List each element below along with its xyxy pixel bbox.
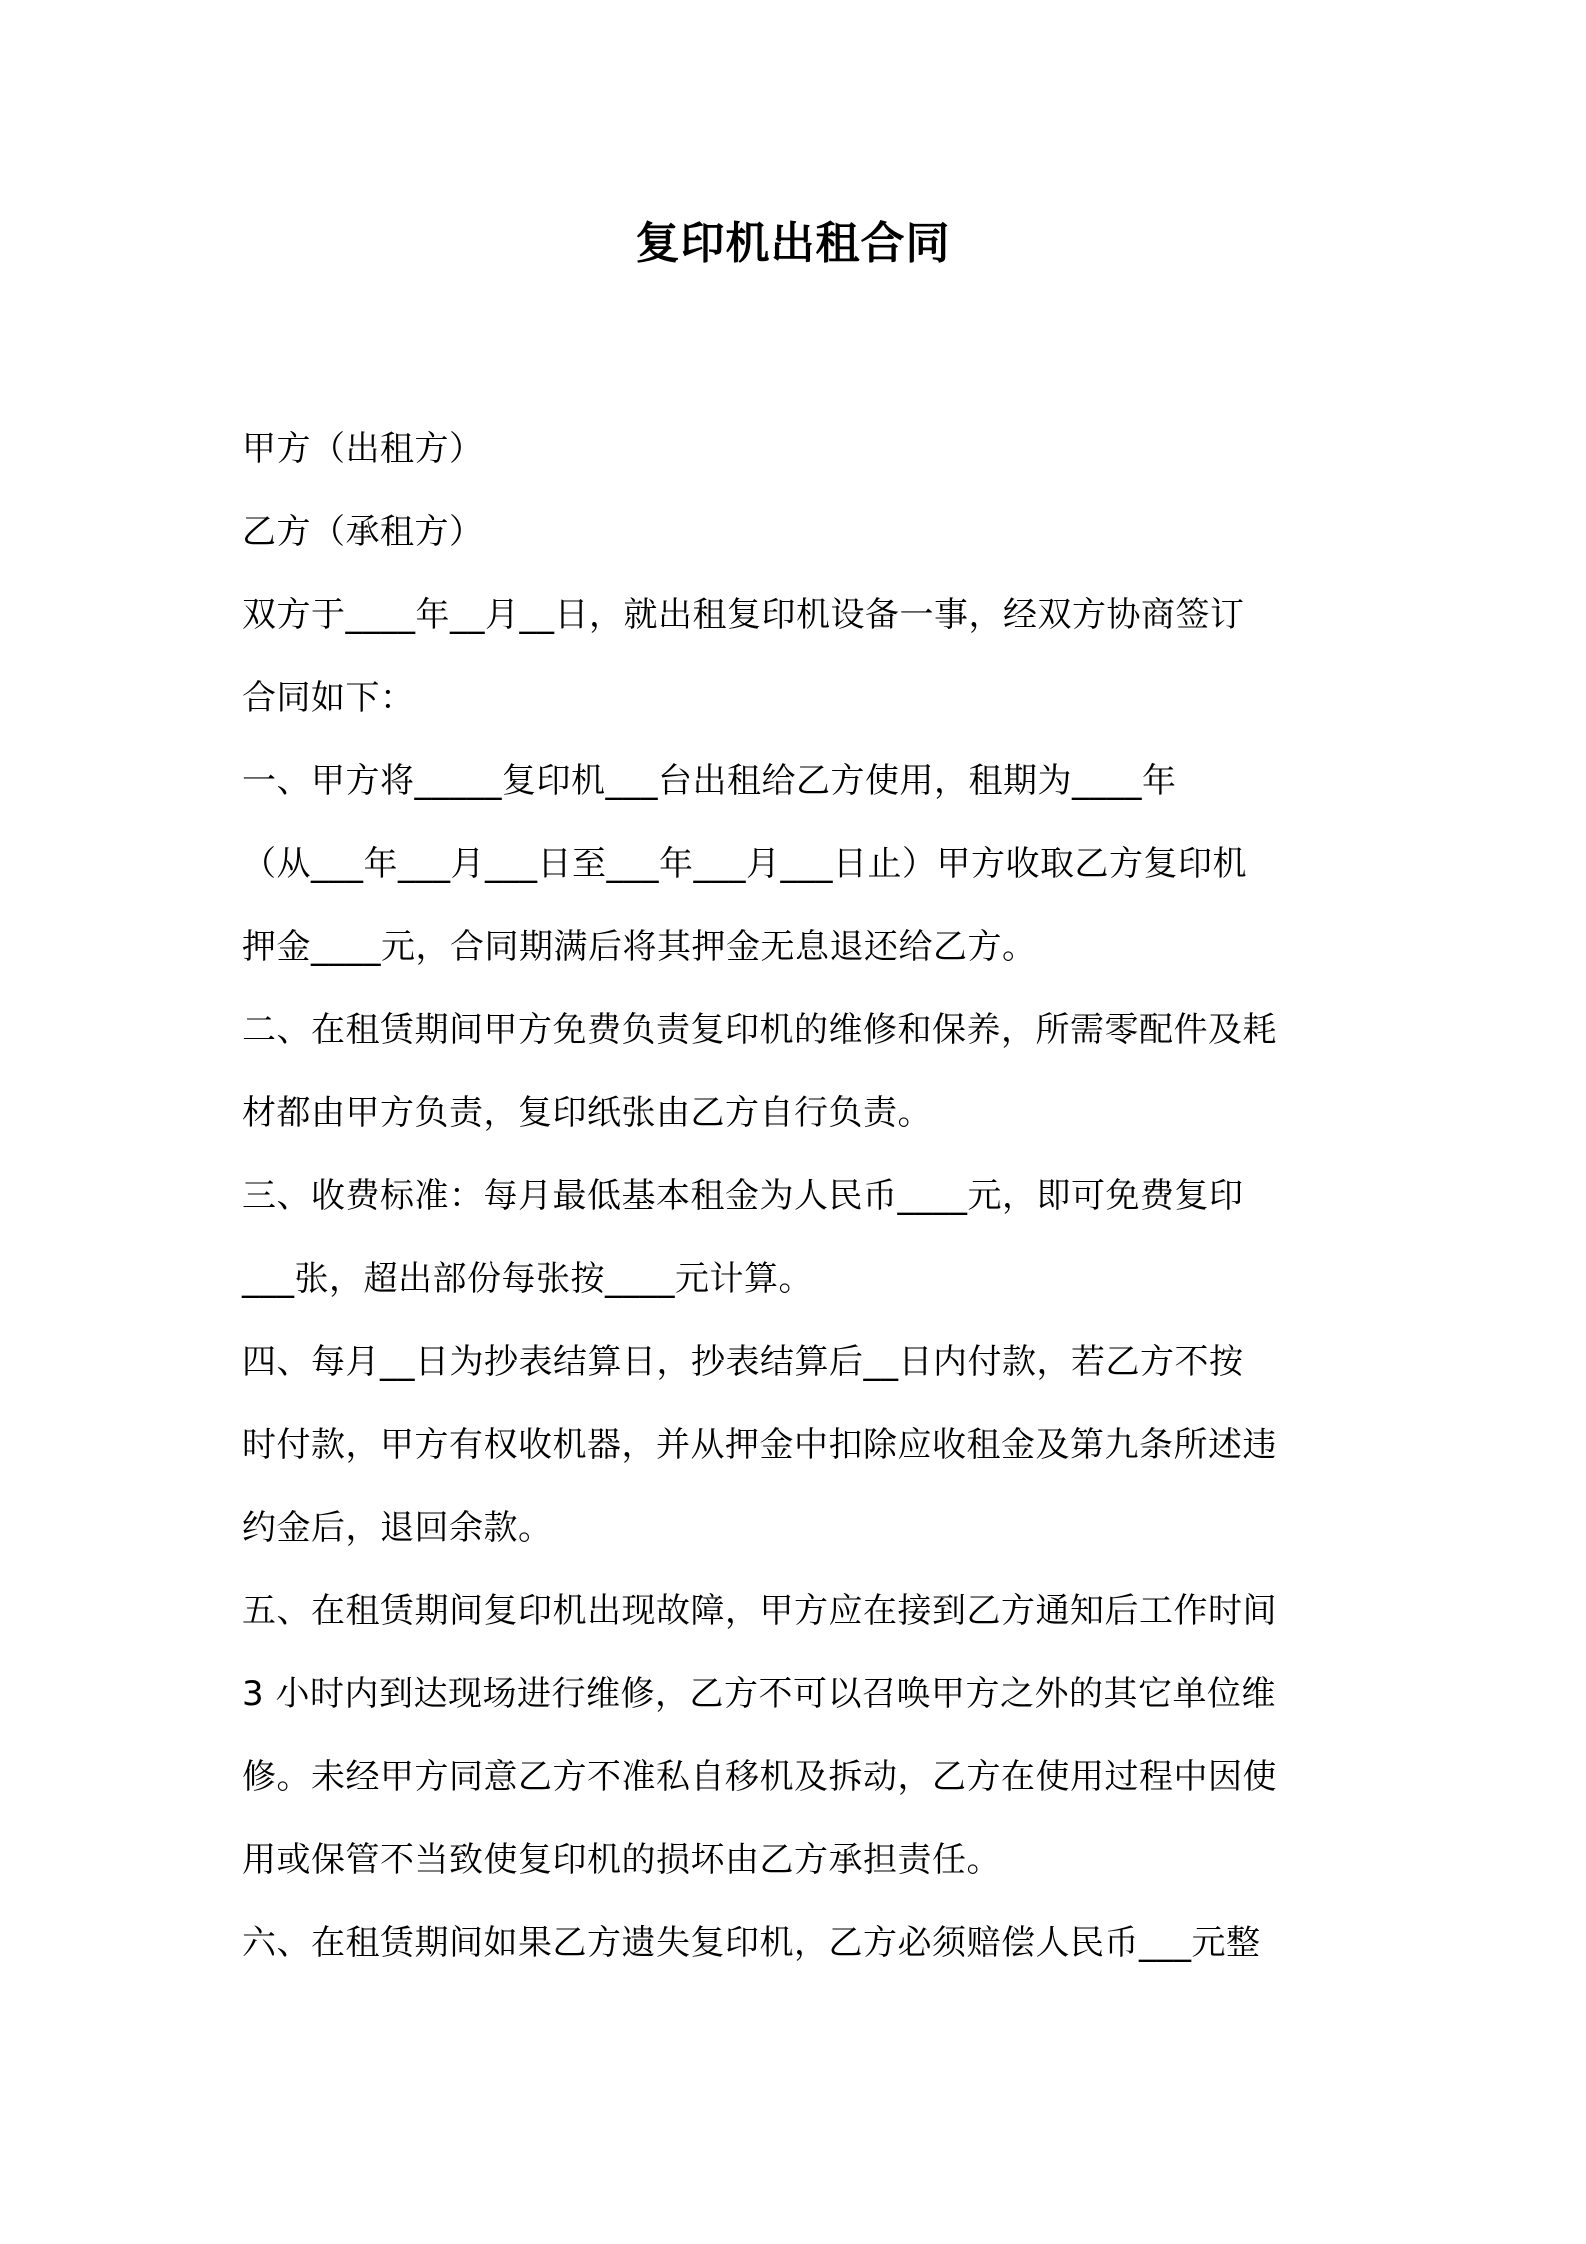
- clause-4-line-1: 四、每月__日为抄表结算日，抄表结算后__日内付款，若乙方不按: [242, 1342, 1244, 1382]
- clause-5-line-1: 五、在租赁期间复印机出现故障，甲方应在接到乙方通知后工作时间: [242, 1591, 1277, 1631]
- clause-2-line-2: 材都由甲方负责，复印纸张由乙方自行负责。: [242, 1093, 932, 1133]
- clause-5-line-2: 3 小时内到达现场进行维修，乙方不可以召唤甲方之外的其它单位维: [242, 1674, 1276, 1714]
- preamble-line-1: 双方于____年__月__日，就出租复印机设备一事，经双方协商签订: [242, 595, 1245, 635]
- clause-4-line-3: 约金后，退回余款。: [242, 1508, 553, 1548]
- clause-2-line-1: 二、在租赁期间甲方免费负责复印机的维修和保养，所需零配件及耗: [242, 1010, 1277, 1050]
- clause-6-line-1: 六、在租赁期间如果乙方遗失复印机，乙方必须赔偿人民币___元整: [242, 1923, 1261, 1963]
- document-title: 复印机出租合同: [635, 218, 951, 269]
- clause-3-line-2: ___张，超出部份每张按____元计算。: [242, 1259, 813, 1299]
- contract-body: [242, 408, 1362, 1985]
- clause-4-line-2: 时付款，甲方有权收机器，并从押金中扣除应收租金及第九条所述违: [242, 1425, 1277, 1465]
- clause-1-line-3: 押金____元，合同期满后将其押金无息退还给乙方。: [242, 927, 1037, 967]
- clause-5-line-3: 修。未经甲方同意乙方不准私自移机及拆动，乙方在使用过程中因使: [242, 1757, 1277, 1797]
- clause-5-line-4: 用或保管不当致使复印机的损坏由乙方承担责任。: [242, 1840, 1001, 1880]
- clause-1-line-1: 一、甲方将_____复印机___台出租给乙方使用，租期为____年: [242, 761, 1177, 801]
- clause-1-line-2: （从___年___月___日至___年___月___日止）甲方收取乙方复印机: [242, 844, 1247, 884]
- party-b-line: 乙方（承租方）: [242, 512, 484, 552]
- clause-3-line-1: 三、收费标准：每月最低基本租金为人民币____元，即可免费复印: [242, 1176, 1244, 1216]
- preamble-line-2: 合同如下：: [242, 678, 415, 718]
- party-a-line: 甲方（出租方）: [242, 429, 484, 469]
